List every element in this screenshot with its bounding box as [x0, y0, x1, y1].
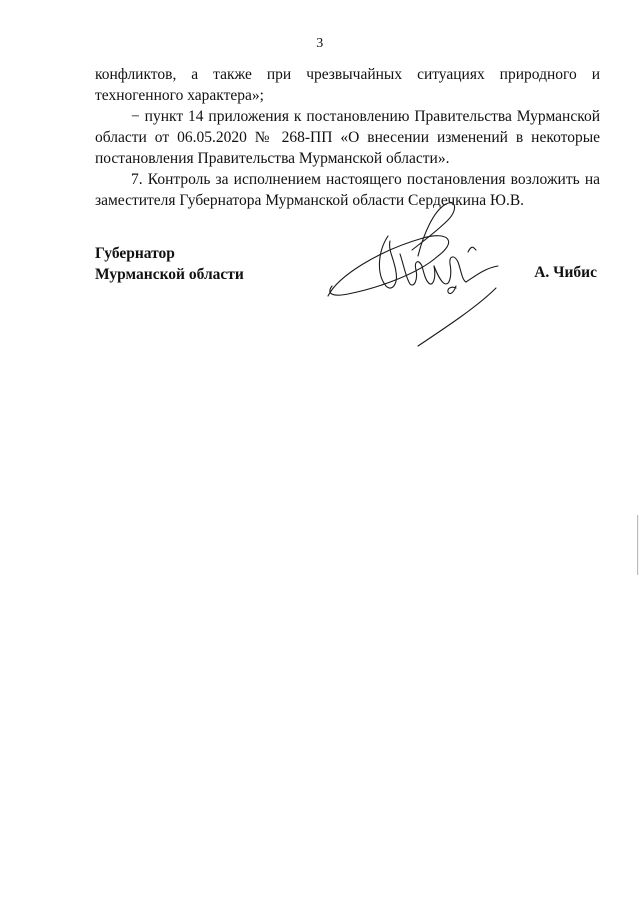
- signatory-name: А. Чибис: [534, 264, 597, 281]
- document-body: [95, 64, 600, 211]
- paragraph-item-14: − пункт 14 приложения к постановлению Правительства Мурманской области от 06.05.2020 № 268-ПП «О внесении изменений в некоторые постановления Правительства Мурманской области».: [95, 108, 600, 167]
- handwritten-signature: [318, 196, 518, 351]
- signatory-title-line1: Губернатор: [95, 245, 175, 262]
- paragraph-continuation: конфликтов, а также при чрезвычайных ситуациях природного и техногенного характера»;: [95, 66, 600, 104]
- scan-edge-mark: [637, 515, 639, 575]
- page-number: 3: [316, 36, 324, 51]
- paragraph-control: 7. Контроль за исполнением настоящего постановления возложить на заместителя Губернатора Мурманской области Сердечкина Ю.В.: [95, 171, 600, 209]
- signatory-title-line2: Мурманской области: [95, 266, 244, 283]
